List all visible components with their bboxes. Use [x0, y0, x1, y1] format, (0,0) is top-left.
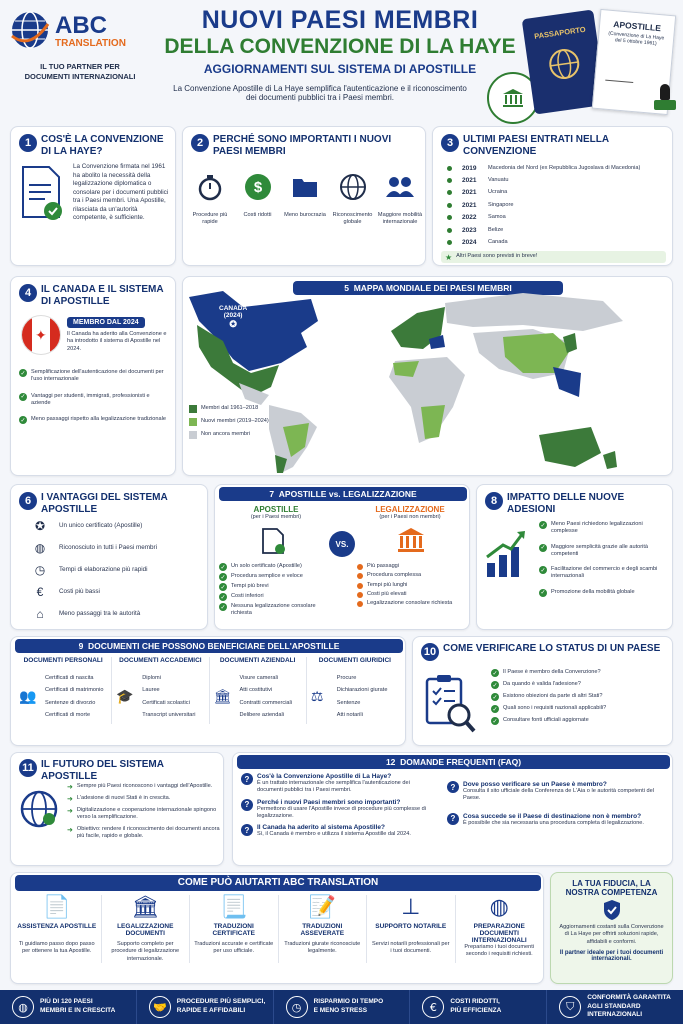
timeline-year: 2021: [462, 201, 477, 209]
globe-icon: ◍: [489, 895, 509, 920]
map-legend: [189, 405, 271, 439]
building-icon: 🏛: [213, 689, 232, 705]
member-badge: MEMBRO DAL 2024: [67, 317, 145, 328]
category-item: Diplomi: [142, 675, 161, 681]
section-body: La Convenzione firmata nel 1961 ha abolito la necessità della legalizzazione diplomatica o consolare per i documenti pubblici tra i Paesi membri. Una Apostille, rilasciata da un'autorità competente, è sufficiente.: [73, 163, 169, 221]
timeline-row: [447, 212, 667, 224]
category-item: Delibere aziendali: [239, 711, 284, 718]
timeline-year: 2021: [462, 177, 477, 185]
faq-item: [241, 773, 437, 795]
timeline-row: [447, 236, 667, 248]
folder-icon: [291, 173, 319, 201]
timeline-row: [447, 174, 667, 186]
document-category: [112, 657, 209, 724]
faq-item: [447, 781, 667, 803]
timeline-country: Canada: [488, 238, 508, 245]
verify-item: ✓ Consultare fonti ufficiali aggiornate: [492, 717, 589, 725]
globe-icon: [339, 173, 367, 201]
dollar-icon: [244, 173, 272, 201]
timeline-country: Ucraina: [488, 189, 508, 196]
arrow-icon: ➜: [67, 826, 73, 834]
verify-item: ✓ Esistono obiezioni da parte di altri Stati?: [492, 693, 603, 701]
brand-tag1: IL TUO PARTNER PER: [40, 62, 120, 71]
timeline-country: Macedonia del Nord (ex Repubblica Jugoslava di Macedonia): [488, 164, 641, 171]
comparison-title-bar: 7 APOSTILLE vs. LEGALIZZAZIONE: [219, 487, 467, 501]
category-item: Certificati di morte: [45, 711, 91, 718]
handshake-icon: 🤝: [149, 996, 171, 1018]
services-list: [13, 895, 543, 963]
section-advantages: [10, 484, 208, 630]
future-item: ➜ Sempre più Paesi riconoscono i vantaggi dell'Apostille.: [67, 783, 213, 791]
legend-swatch: [189, 405, 197, 413]
faq-title-bar: 12 DOMANDE FREQUENTI (FAQ): [237, 755, 670, 769]
section-number: 6: [19, 492, 37, 510]
timeline-row: [447, 162, 667, 174]
legalization-point: Più passaggi: [357, 563, 467, 570]
legend-label: Membri dal 1961–2018: [201, 405, 259, 411]
legend-label: Non ancora membri: [201, 431, 251, 437]
service-title: SUPPORTO NOTARILE: [375, 923, 447, 930]
future-list: [67, 783, 221, 844]
apostille-point: ✓ Nessuna legalizzazione consolare richiesta: [220, 603, 316, 617]
hero-title-2: DELLA CONVENZIONE DI LA HAYE: [164, 35, 516, 58]
graduation-cap-icon: 🎓: [116, 689, 134, 705]
scales-icon: ⚖: [310, 689, 324, 705]
countries-timeline: [447, 162, 667, 249]
advantage-item: ◍ Riconosciuto in tutti i Paesi membri: [31, 537, 201, 559]
section-title: IL FUTURO DEL SISTEMA APOSTILLE: [41, 759, 164, 782]
section-services: [10, 872, 544, 984]
check-icon: ✓: [492, 670, 498, 677]
shield-check-icon: [602, 899, 622, 921]
section-impact: [476, 484, 673, 630]
importance-item: [330, 173, 376, 227]
service-desc: Supporto completo per procedure di legalizzazione internazionale.: [111, 941, 180, 962]
footer-item: 🤝 PROCEDURE PIÙ SEMPLICI, RAPIDE E AFFIDABILI: [137, 990, 274, 1024]
faq-question: Cos'è la Convenzione Apostille di La Haye?: [257, 773, 392, 780]
arrow-icon: ➜: [67, 796, 73, 803]
world-map-graphic: [183, 277, 673, 476]
advantages-list: [31, 515, 201, 625]
timeline-country: Belize: [488, 226, 504, 233]
check-icon: ✓: [20, 417, 26, 424]
check-icon: ✓: [540, 545, 546, 552]
section-faq: [232, 752, 673, 866]
svg-text:$: $: [253, 179, 262, 196]
category-item: Lauree: [142, 687, 160, 694]
timeline-year: 2019: [462, 164, 477, 172]
question-icon: ?: [241, 824, 253, 836]
shield-check-icon: ⛉: [559, 996, 581, 1018]
impact-item: ✓ Meno Paesi richiedono legalizzazioni complesse: [540, 521, 643, 535]
section-title: COME VERIFICARE LO STATUS DI UN PAESE: [443, 643, 661, 654]
timeline-dot: [447, 240, 452, 245]
document-icon: 📃: [220, 895, 248, 920]
faq-answer: È un trattato internazionale che semplifica l'autenticazione dei documenti pubblici tra i Paesi membri.: [257, 780, 410, 794]
apostille-point: ✓ Costi inferiori: [220, 593, 264, 601]
timeline-year: 2023: [462, 226, 477, 234]
canada-point: ✓ Semplificazione dell'autenticazione dei documenti per l'uso internazionale: [20, 369, 164, 383]
trust-box: [550, 872, 673, 984]
bullet-icon: [357, 583, 363, 589]
faq-question: Cosa succede se il Paese di destinazione non è membro?: [463, 812, 642, 820]
apostille-point: ✓ Procedura semplice e veloce: [220, 573, 303, 581]
bullet-icon: [357, 564, 363, 570]
question-icon: ?: [447, 813, 459, 825]
timeline-row: [447, 187, 667, 199]
verify-item: ✓ Il Paese è membro della Convenzione?: [492, 669, 601, 677]
arrow-icon: ➜: [67, 784, 73, 791]
verify-list: [491, 669, 669, 729]
service-title: TRADUZIONI ASSEVERATE: [300, 923, 345, 937]
building-icon: 🏛: [131, 895, 160, 920]
arrow-icon: ➜: [67, 808, 73, 815]
faq-column-right: [447, 781, 667, 837]
service-item: [456, 895, 544, 963]
section-title: ULTIMI PAESI ENTRATI NELLA CONVENZIONE: [463, 134, 609, 157]
star-icon: ✪: [229, 319, 237, 329]
advantage-item: ◷ Tempi di elaborazione più rapidi: [31, 559, 201, 581]
footer-item: ◷ RISPARMIO DI TEMPO E MENO STRESS: [274, 990, 411, 1024]
section-number: 3: [441, 134, 459, 152]
bullet-icon: [357, 592, 363, 598]
canada-point: ✓ Vantaggi per studenti, immigrati, professionisti e aziende: [20, 392, 150, 406]
brand-tag2: DOCUMENTI INTERNAZIONALI: [24, 72, 136, 81]
category-title: DOCUMENTI GIURIDICI: [318, 657, 391, 664]
check-icon: ✓: [540, 590, 546, 597]
timeline-row: [447, 199, 667, 211]
section-number: 4: [19, 284, 37, 302]
category-item: Transcript universitari: [142, 711, 196, 718]
clock-icon: ◷: [34, 563, 46, 577]
apostille-column-head: APOSTILLE (per i Paesi membri): [250, 505, 302, 520]
check-icon: ✓: [220, 594, 226, 601]
apostille-doc-title: APOSTILLE: [612, 19, 662, 34]
service-desc: Prepariamo i tuoi documenti secondo i requisiti richiesti.: [464, 944, 535, 958]
trust-title: LA TUA FIDUCIA, LA NOSTRA COMPETENZA: [565, 879, 658, 897]
section-number: 2: [191, 134, 209, 152]
document-category: [210, 657, 307, 724]
check-icon: ✓: [220, 604, 226, 611]
building-icon: ⌂: [36, 607, 44, 621]
rubber-stamp-icon: [652, 84, 678, 116]
globe-check-icon: ◍: [34, 541, 46, 555]
stamp-icon: ⊥: [401, 895, 421, 920]
certificate-icon: 📄: [43, 895, 71, 920]
timeline-country: Vanuatu: [488, 176, 509, 183]
check-icon: ✓: [20, 370, 26, 377]
category-item: Certificati di matrimonio: [45, 687, 104, 694]
faq-answer: Consulta il sito ufficiale della Conferenza de L'Aia o le autorità competenti del Paese.: [463, 788, 654, 802]
timeline-country: Samoa: [488, 214, 506, 221]
category-item: Sentenze di divorzio: [45, 699, 96, 706]
section-number: 10: [421, 643, 439, 661]
question-icon: ?: [447, 781, 459, 793]
check-icon: ✓: [220, 564, 226, 571]
timeline-dot: [447, 228, 452, 233]
future-item: ➜ Obiettivo: rendere il riconoscimento dei documenti ancora più facile, rapido e globale.: [67, 825, 220, 839]
faq-column-left: [241, 773, 437, 842]
impact-item: ✓ Promozione della mobilità globale: [540, 588, 635, 597]
impact-list: [539, 521, 667, 605]
service-item: [13, 895, 102, 963]
columns-icon: [502, 88, 524, 108]
category-item: Dichiarazioni giurate: [336, 687, 388, 694]
globe-logo-icon: [10, 10, 50, 50]
stopwatch-icon: [196, 173, 224, 201]
trust-desc-2: Il partner ideale per i tuoi documenti internazionali.: [559, 949, 664, 962]
service-title: TRADUZIONI CERTIFICATE: [212, 923, 255, 937]
impact-item: ✓ Facilitazione del commercio e degli scambi internazionali: [540, 566, 658, 580]
service-desc: Ti guidiamo passo dopo passo per ottenere la tua Apostille.: [18, 941, 95, 955]
service-title: LEGALIZZAZIONE DOCUMENTI: [117, 923, 174, 937]
faq-answer: Permettono di usare l'Apostille invece di procedure più complesse di legalizzazione.: [257, 805, 426, 819]
check-icon: ✓: [492, 694, 498, 701]
document-category: [307, 657, 403, 724]
documents-title-bar: 9 DOCUMENTI CHE POSSONO BENEFICIARE DELL'APOSTILLE: [15, 639, 403, 653]
hero-intro-1: La Convenzione Apostille di La Haye semplifica l'autenticazione e il riconoscimento: [173, 84, 467, 93]
section-number: 8: [485, 492, 503, 510]
canada-flag-icon: ✦: [21, 315, 61, 355]
services-title-bar: COME PUÒ AIUTARTI ABC TRANSLATION: [15, 875, 541, 891]
timeline-dot: [447, 203, 452, 208]
growth-chart-icon: [485, 529, 527, 579]
service-title: ASSISTENZA APOSTILLE: [17, 923, 97, 930]
importance-icons: [187, 173, 423, 227]
advantage-item: ✪ Un unico certificato (Apostille): [31, 515, 201, 537]
legalization-column-head: LEGALIZZAZIONE (per i Paesi non membri): [375, 505, 445, 520]
footer-item: ⛉ CONFORMITÀ GARANTITA AGLI STANDARD INTERNAZIONALI: [547, 990, 683, 1024]
verify-item: ✓ Da quando è valida l'adesione?: [492, 681, 581, 689]
check-icon: ✓: [492, 706, 498, 713]
canada-point: ✓ Meno passaggi rispetto alla legalizzazione tradizionale: [20, 416, 166, 424]
section-comparison: [214, 484, 470, 630]
section-title: I VANTAGGI DEL SISTEMA APOSTILLE: [41, 492, 168, 515]
hero-title-1: NUOVI PAESI MEMBRI: [201, 6, 479, 34]
document-seal-icon: 📝: [308, 895, 336, 920]
legend-label: Nuovi membri (2019–2024): [201, 418, 269, 424]
service-item: [190, 895, 279, 963]
check-icon: ✓: [492, 718, 498, 725]
category-item: Contratti commerciali: [239, 699, 293, 706]
legend-swatch: [189, 418, 197, 426]
section-convention: [10, 126, 176, 266]
importance-item: [235, 173, 281, 227]
certificate-document-icon: [21, 165, 65, 223]
legalization-point: Procedura complessa: [357, 572, 467, 579]
service-desc: Traduzioni giurate riconosciute legalmente.: [284, 941, 361, 955]
faq-question: Dove posso verificare se un Paese è membro?: [463, 781, 607, 788]
category-item: Certificati di nascita: [45, 675, 94, 681]
passport-globe-icon: [545, 45, 583, 83]
impact-item: ✓ Maggiore semplicità grazie alle autorità competenti: [540, 543, 649, 557]
hero-title-3: AGGIORNAMENTI SUL SISTEMA DI APOSTILLE: [203, 62, 477, 76]
faq-question: Perché i nuovi Paesi membri sono importanti?: [257, 798, 401, 806]
timeline-dot: [447, 166, 452, 171]
canada-body: Il Canada ha aderito alla Convenzione e ha introdotto il sistema di Apostille nel 2024.: [67, 331, 167, 352]
euro-icon: €: [36, 585, 44, 599]
importance-label: Maggiore mobilità internazionale: [377, 212, 423, 226]
faq-question: Il Canada ha aderito al sistema Apostille?: [257, 824, 385, 832]
check-icon: ✓: [220, 584, 226, 591]
future-item: ➜ Digitalizzazione e cooperazione internazionale spingono verso la semplificazione.: [67, 807, 217, 821]
importance-item: [282, 173, 328, 227]
importance-item: [377, 173, 423, 227]
trust-desc: Aggiornamenti costanti sulla Convenzione di La Haye per offrirti soluzioni rapide, affidabili e conformi.: [559, 924, 664, 945]
advantage-item: € Costi più bassi: [31, 581, 201, 603]
check-icon: ✓: [540, 522, 546, 529]
medal-icon: ✪: [34, 519, 46, 533]
section-title: COS'È LA CONVENZIONE DI LA HAYE?: [41, 134, 164, 157]
bullet-icon: [357, 601, 363, 607]
section-documents: [10, 636, 406, 746]
category-title: DOCUMENTI ACCADEMICI: [119, 657, 202, 664]
building-icon: [397, 527, 425, 553]
section-verify: [412, 636, 673, 746]
apostille-points: [219, 563, 333, 620]
more-countries-note: ★ Altri Paesi sono previsti in breve!: [441, 251, 666, 263]
apostille-doc-sub: (Convenzione di La Haye del 5 ottobre 1961): [608, 30, 665, 47]
section-importance: [182, 126, 426, 266]
check-icon: ✓: [540, 567, 546, 574]
faq-item: [241, 799, 437, 821]
category-item: Atti costitutivi: [239, 687, 273, 694]
apostille-doc-icon: [261, 527, 287, 555]
checklist-magnifier-icon: [425, 673, 477, 737]
category-title: DOCUMENTI AZIENDALI: [219, 657, 296, 664]
legend-swatch: [189, 431, 197, 439]
section-number: 1: [19, 134, 37, 152]
category-item: Sentenze: [336, 699, 361, 706]
canada-points: [19, 369, 169, 433]
section-title: IL CANADA E IL SISTEMA DI APOSTILLE: [41, 284, 164, 307]
section-title: IMPATTO DELLE NUOVE ADESIONI: [507, 492, 625, 515]
hero-intro-2: dei documenti pubblici tra i Paesi membri.: [245, 93, 395, 102]
euro-icon: €: [422, 996, 444, 1018]
star-icon: ★: [445, 252, 453, 262]
check-icon: ✓: [20, 394, 26, 401]
faq-item: [241, 824, 437, 838]
importance-label: Procedure più rapide: [192, 212, 228, 226]
brand-name: ABC: [55, 12, 107, 39]
legalization-points: [357, 563, 467, 609]
document-category: [15, 657, 112, 724]
importance-label: Costi ridotti: [243, 212, 272, 218]
faq-answer: Sì, il Canada è membro e utilizza il sistema Apostille dal 2024.: [257, 831, 411, 838]
category-item: Visure camerali: [239, 675, 278, 681]
vs-badge: VS.: [329, 531, 355, 557]
timeline-year: 2021: [462, 189, 477, 197]
apostille-point: ✓ Un solo certificato (Apostille): [220, 563, 302, 571]
category-title: DOCUMENTI PERSONALI: [23, 657, 103, 664]
bullet-icon: [357, 573, 363, 579]
globe-network-icon: [19, 789, 59, 829]
legalization-point: Costi più elevati: [357, 591, 467, 598]
importance-label: Meno burocrazia: [284, 212, 326, 218]
category-item: Procure: [336, 675, 357, 681]
people-icon: 👥: [19, 689, 37, 705]
section-title: PERCHÉ SONO IMPORTANTI I NUOVI PAESI MEMBRI: [213, 134, 392, 157]
footer-item: ◍ PIÙ DI 120 PAESI MEMBRI E IN CRESCITA: [0, 990, 137, 1024]
map-title-bar: 5 MAPPA MONDIALE DEI PAESI MEMBRI: [293, 281, 563, 295]
service-item: [367, 895, 456, 963]
timeline-row: [447, 224, 667, 236]
category-item: Certificati scolastici: [142, 699, 190, 706]
footer-item: € COSTI RIDOTTI, PIÙ EFFICIENZA: [410, 990, 547, 1024]
section-number: 11: [19, 759, 37, 777]
faq-answer: È possibile che sia necessaria una procedura completa di legalizzazione.: [463, 819, 644, 826]
verify-item: ✓ Quali sono i requisiti nazionali applicabili?: [492, 705, 607, 713]
hero: [150, 6, 530, 102]
future-item: ➜ L'adesione di nuovi Stati è in crescita.: [67, 795, 171, 803]
timeline-dot: [447, 215, 452, 220]
legalization-point: Legalizzazione consolare richiesta: [357, 600, 467, 607]
question-icon: ?: [241, 799, 253, 811]
check-icon: ✓: [492, 682, 498, 689]
globe-icon: ◍: [12, 996, 34, 1018]
timeline-dot: [447, 190, 452, 195]
service-desc: Traduzioni accurate e certificate per uso ufficiale.: [194, 941, 274, 955]
legalization-point: Tempi più lunghi: [357, 582, 467, 589]
service-item: [279, 895, 368, 963]
section-canada: [10, 276, 176, 476]
section-latest-countries: [432, 126, 673, 266]
passport-label: PASSAPORTO: [533, 24, 587, 41]
question-icon: ?: [241, 773, 253, 785]
importance-item: [187, 173, 233, 227]
timeline-dot: [447, 178, 452, 183]
section-world-map: [182, 276, 673, 476]
service-item: [102, 895, 191, 963]
service-title: PREPARAZIONE DOCUMENTI INTERNAZIONALI: [471, 923, 527, 944]
people-icon: [385, 173, 415, 201]
timeline-year: 2022: [462, 214, 477, 222]
faq-item: [447, 813, 667, 827]
document-categories: [15, 657, 403, 724]
service-desc: Servizi notarili professionali per i tuoi documenti.: [372, 941, 450, 955]
signature-icon: [605, 67, 634, 83]
check-icon: ✓: [220, 574, 226, 581]
clock-icon: ◷: [286, 996, 308, 1018]
canada-map-label: CANADA (2024) ✪: [219, 305, 248, 329]
timeline-year: 2024: [462, 239, 477, 247]
section-future: [10, 752, 224, 866]
category-item: Atti notarili: [336, 711, 363, 718]
advantage-item: ⌂ Meno passaggi tra le autorità: [31, 603, 201, 625]
apostille-point: ✓ Tempi più brevi: [220, 583, 269, 591]
brand-sub: TRANSLATION: [55, 38, 126, 49]
importance-label: Riconoscimento globale: [332, 212, 373, 226]
footer-bar: [0, 990, 683, 1024]
timeline-country: Singapore: [488, 201, 514, 208]
